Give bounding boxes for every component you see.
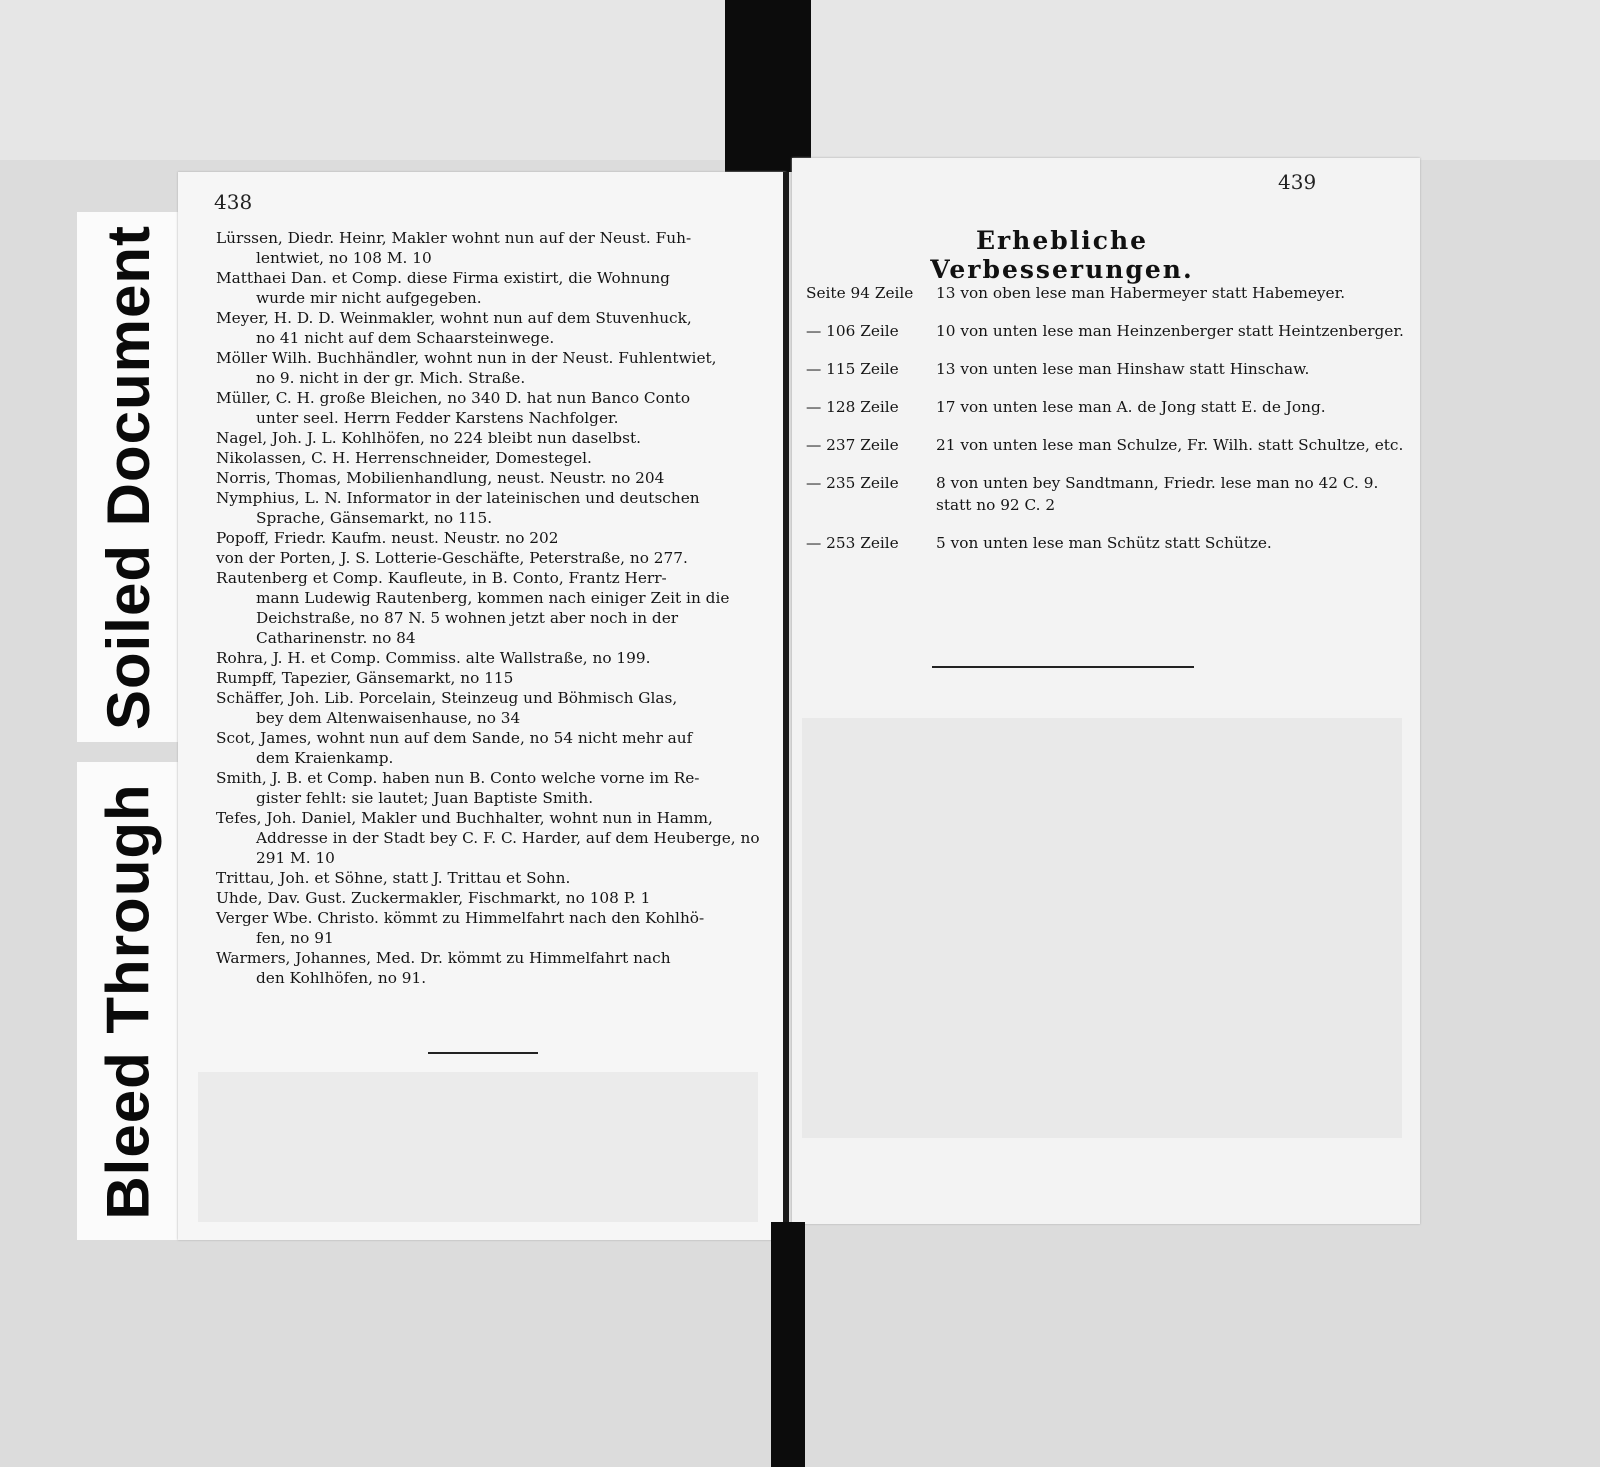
entry-continuation: mann Ludewig Rautenberg, kommen nach einiger Zeit in die Deichstraße, no 87 N. 5 wohnen jetzt aber noch in der Catharinenstr. no 84: [256, 589, 730, 647]
directory-entry: [216, 488, 761, 528]
entry-first-line: Rautenberg et Comp. Kaufleute, in B. Conto, Frantz Herr-: [216, 569, 667, 587]
entry-continuation: no 9. nicht in der gr. Mich. Straße.: [256, 369, 526, 387]
entry-continuation: gister fehlt: sie lautet; Juan Baptiste Smith.: [256, 789, 594, 807]
entry-first-line: Nikolassen, C. H. Herrenschneider, Domestegel.: [216, 449, 592, 467]
entry-continuation: Addresse in der Stadt bey C. F. C. Harder, auf dem Heuberge, no 291 M. 10: [256, 829, 760, 867]
errata-correction: 10 von unten lese man Heinzenberger statt Heintzenberger.: [936, 322, 1404, 340]
entry-first-line: Lürssen, Diedr. Heinr, Makler wohnt nun auf der Neust. Fuh-: [216, 229, 692, 247]
entry-continuation: unter seel. Herrn Fedder Karstens Nachfolger.: [256, 409, 619, 427]
entry-continuation: dem Kraienkamp.: [256, 749, 394, 767]
errata-row: [806, 532, 1406, 554]
directory-entry: [216, 868, 761, 888]
entry-continuation: Sprache, Gänsemarkt, no 115.: [256, 509, 493, 527]
entry-first-line: Smith, J. B. et Comp. haben nun B. Conto welche vorne im Re-: [216, 769, 700, 787]
directory-entry: [216, 388, 761, 428]
page-number-left: 438: [214, 190, 253, 214]
left-page: [178, 172, 786, 1240]
end-rule-right: [932, 666, 1194, 668]
directory-entry: [216, 468, 761, 488]
errata-correction: 21 von unten lese man Schulze, Fr. Wilh. statt Schultze, etc.: [936, 436, 1404, 454]
errata-row: [806, 282, 1406, 304]
directory-entry: [216, 948, 761, 988]
soiled-document-label: [77, 212, 180, 742]
directory-entry: [216, 348, 761, 388]
errata-reference: — 235 Zeile: [806, 474, 899, 492]
directory-entry: [216, 228, 761, 268]
entry-first-line: Verger Wbe. Christo. kömmt zu Himmelfahrt nach den Kohlhö-: [216, 909, 705, 927]
entry-first-line: Tefes, Joh. Daniel, Makler und Buchhalter, wohnt nun in Hamm,: [216, 809, 713, 827]
directory-entry: [216, 568, 761, 648]
book-spine: [783, 172, 789, 1224]
entry-continuation: no 41 nicht auf dem Schaarsteinwege.: [256, 329, 555, 347]
directory-entry: [216, 908, 761, 948]
directory-entry: [216, 888, 761, 908]
entry-first-line: Meyer, H. D. D. Weinmakler, wohnt nun auf dem Stuvenhuck,: [216, 309, 692, 327]
entry-first-line: Nymphius, L. N. Informator in der lateinischen und deutschen: [216, 489, 700, 507]
errata-row: [806, 320, 1406, 342]
errata-title: Erhebliche Verbesserungen.: [930, 226, 1194, 284]
entry-continuation: bey dem Altenwaisenhause, no 34: [256, 709, 521, 727]
entry-continuation: lentwiet, no 108 M. 10: [256, 249, 432, 267]
directory-entry: [216, 808, 761, 868]
page-number-right: 439: [1278, 170, 1317, 194]
entry-continuation: den Kohlhöfen, no 91.: [256, 969, 427, 987]
entry-first-line: Trittau, Joh. et Söhne, statt J. Trittau et Sohn.: [216, 869, 571, 887]
entry-first-line: Möller Wilh. Buchhändler, wohnt nun in der Neust. Fuhlentwiet,: [216, 349, 717, 367]
errata-list: [806, 282, 1406, 570]
errata-reference: — 237 Zeile: [806, 436, 899, 454]
entry-first-line: Nagel, Joh. J. L. Kohlhöfen, no 224 bleibt nun daselbst.: [216, 429, 641, 447]
errata-reference: — 106 Zeile: [806, 322, 899, 340]
directory-entry: [216, 268, 761, 308]
errata-correction: 5 von unten lese man Schütz statt Schütze.: [936, 534, 1272, 552]
errata-correction: 8 von unten bey Sandtmann, Friedr. lese man no 42 C. 9. statt no 92 C. 2: [936, 474, 1379, 514]
entry-first-line: von der Porten, J. S. Lotterie-Geschäfte, Peterstraße, no 277.: [216, 549, 688, 567]
errata-reference: Seite 94 Zeile: [806, 284, 914, 302]
soiled-document-text: Soiled Document: [95, 224, 162, 730]
entry-first-line: Warmers, Johannes, Med. Dr. kömmt zu Himmelfahrt nach: [216, 949, 671, 967]
binding-ribbon-bottom: [771, 1222, 805, 1467]
end-rule-left: [428, 1052, 538, 1054]
entry-continuation: wurde mir nicht aufgegeben.: [256, 289, 482, 307]
directory-entry: [216, 668, 761, 688]
bleed-through-shadow: [198, 1072, 758, 1222]
errata-correction: 17 von unten lese man A. de Jong statt E. de Jong.: [936, 398, 1326, 416]
directory-entry: [216, 428, 761, 448]
errata-row: [806, 434, 1406, 456]
errata-row: [806, 472, 1406, 516]
errata-reference: — 115 Zeile: [806, 360, 899, 378]
directory-entry: [216, 768, 761, 808]
errata-reference: — 253 Zeile: [806, 534, 899, 552]
entry-continuation: fen, no 91: [256, 929, 334, 947]
errata-reference: — 128 Zeile: [806, 398, 899, 416]
directory-entry: [216, 728, 761, 768]
entry-first-line: Uhde, Dav. Gust. Zuckermakler, Fischmarkt, no 108 P. 1: [216, 889, 651, 907]
directory-entry: [216, 448, 761, 468]
errata-row: [806, 358, 1406, 380]
entry-first-line: Rumpff, Tapezier, Gänsemarkt, no 115: [216, 669, 514, 687]
bleed-through-label: [77, 762, 180, 1240]
directory-entry: [216, 528, 761, 548]
errata-correction: 13 von unten lese man Hinshaw statt Hinschaw.: [936, 360, 1310, 378]
entry-first-line: Rohra, J. H. et Comp. Commiss. alte Wallstraße, no 199.: [216, 649, 651, 667]
binding-ribbon-top: [725, 0, 811, 172]
bleed-through-text: Bleed Through: [95, 782, 162, 1220]
right-page: [792, 158, 1420, 1224]
directory-entry: [216, 688, 761, 728]
directory-entries: [216, 228, 761, 988]
entry-first-line: Müller, C. H. große Bleichen, no 340 D. hat nun Banco Conto: [216, 389, 691, 407]
bleed-through-shadow: [802, 718, 1402, 1138]
entry-first-line: Popoff, Friedr. Kaufm. neust. Neustr. no 202: [216, 529, 559, 547]
directory-entry: [216, 308, 761, 348]
entry-first-line: Schäffer, Joh. Lib. Porcelain, Steinzeug und Böhmisch Glas,: [216, 689, 678, 707]
entry-first-line: Matthaei Dan. et Comp. diese Firma existirt, die Wohnung: [216, 269, 670, 287]
entry-first-line: Scot, James, wohnt nun auf dem Sande, no 54 nicht mehr auf: [216, 729, 693, 747]
errata-row: [806, 396, 1406, 418]
errata-correction: 13 von oben lese man Habermeyer statt Habemeyer.: [936, 284, 1346, 302]
directory-entry: [216, 548, 761, 568]
directory-entry: [216, 648, 761, 668]
entry-first-line: Norris, Thomas, Mobilienhandlung, neust. Neustr. no 204: [216, 469, 665, 487]
